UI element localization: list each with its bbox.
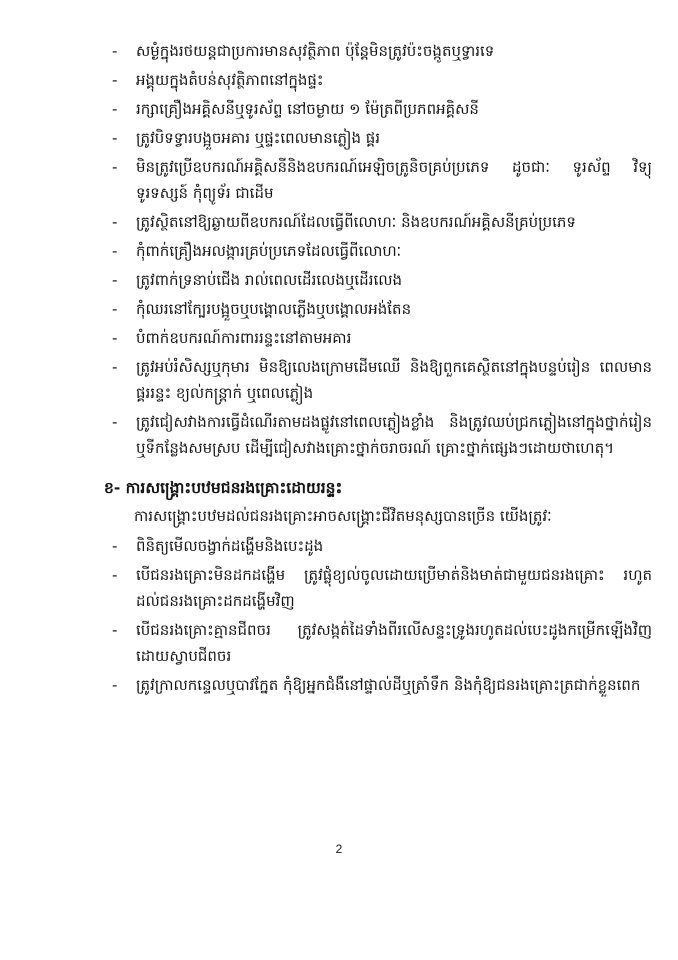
section-intro: ការសង្គ្រោះបឋមដល់ជនរងគ្រោះអាចសង្គ្រោះជីវិតមនុស្សបានច្រើន យើងត្រូវៈ <box>134 507 552 525</box>
list-item <box>112 672 652 698</box>
list-item <box>112 125 652 151</box>
list-item-text: បំពាក់ឧបករណ៍ការពាររន្ទះនៅតាមអគារ <box>136 329 352 347</box>
list-dash: - <box>112 358 118 376</box>
list-dash: - <box>112 300 118 318</box>
list-item <box>112 354 652 406</box>
list-item-text: អង្គុយក្នុងតំបន់សុវត្ថិភាពនៅក្នុងផ្ទះ <box>136 71 324 89</box>
list-item <box>112 325 652 351</box>
list-dash: - <box>112 242 118 260</box>
list-dash: - <box>112 621 118 639</box>
list-item <box>112 562 652 614</box>
list-item <box>112 533 652 559</box>
list-item-text: ត្រូវក្រាលកន្ទេលឬបាវក្នែត កុំឱ្យអ្នកជំងឺនៅផ្ទាល់ដីឬត្រាំទឹក និងកុំឱ្យជនរងគ្រោះត្រជាក់ខ្លួនពេក <box>136 676 641 694</box>
list-dash: - <box>112 42 118 60</box>
list-dash: - <box>112 537 118 555</box>
list-item-text: ត្រូវអប់រំសិស្សឬកុមារ មិនឱ្យលេងក្រោមដើមឈើ និងឱ្យពួកគេស្ថិតនៅក្នុងបន្ទប់រៀន ពេលមានផ្គររន្ទះ ខ្យល់កន្ត្រាក់ ឬពេលភ្លៀង <box>136 358 652 402</box>
list-dash: - <box>112 676 118 694</box>
list-dash: - <box>112 129 118 147</box>
list-item-text: ត្រូវបិទទ្វារបង្អួចអគារ ឬផ្ទះពេលមានភ្លៀង ផ្គរ <box>136 129 381 147</box>
list-dash: - <box>112 71 118 89</box>
list-item <box>112 617 652 669</box>
list-item-text: ពិនិត្យមើលចង្វាក់ដង្ហើមនិងបេះដូង <box>136 537 324 555</box>
list-item-text: ត្រូវជៀសវាងការធ្វើដំណើរតាមដងផ្លូវនៅពេលភ្លៀងខ្លាំង និងត្រូវឈប់ជ្រកភ្លៀងនៅក្នុងថ្នាក់រៀន ឬទីកន្លែងសមស្រប ដើម្បីជៀសវាងគ្រោះថ្នាក់ចរាចរណ៍ គ្រោះថ្នាក់ផ្សេងៗដោយថាហេតុ។ <box>136 413 652 457</box>
list-item <box>112 96 652 122</box>
list-item-text: កុំឈរនៅក្បែរបង្អួចឬបង្គោលភ្លើងឬបង្គោលអង់តែន <box>136 300 412 318</box>
list-item-text: កុំពាក់គ្រឿងអលង្ការគ្រប់ប្រភេទដែលធ្វើពីលោហៈ <box>136 242 402 260</box>
safety-measures-list <box>112 38 652 461</box>
list-item <box>112 296 652 322</box>
list-item-text: បើជនរងគ្រោះមិនដកដង្ហើម ត្រូវផ្លុំខ្យល់ចូលដោយប្រើមាត់និងមាត់ជាមួយជនរងគ្រោះ រហូតដល់ជនរងគ្រោះដកដង្ហើមវិញ <box>136 566 652 610</box>
list-item-text: មិនត្រូវប្រើឧបករណ៍អគ្គិសនីនិងឧបករណ៍អេឡិចត្រូនិចគ្រប់ប្រភេទ ដូចជាៈ ទូរស័ព្ទ វិទ្យុ ទូរទស្សន៍ កុំព្យូទ័រ ជាដើម <box>136 158 652 202</box>
list-dash: - <box>112 413 118 431</box>
list-dash: - <box>112 329 118 347</box>
list-item <box>112 209 652 235</box>
list-item <box>112 267 652 293</box>
list-item <box>112 67 652 93</box>
first-aid-list <box>112 533 652 698</box>
list-item <box>112 238 652 264</box>
list-item-text: រក្សាគ្រឿងអគ្គិសនីឬទូរស័ព្ទ នៅចម្ងាយ ១ ម៉ែត្រពីប្រភពអគ្គិសនី <box>136 100 479 118</box>
list-dash: - <box>112 271 118 289</box>
first-aid-section <box>104 475 652 698</box>
list-item-text: ត្រូវពាក់ទ្រនាប់ជើង រាល់ពេលដើរលេងឬដើរលេង <box>136 271 403 289</box>
list-dash: - <box>112 566 118 584</box>
list-item <box>112 154 652 206</box>
list-dash: - <box>112 213 118 231</box>
list-dash: - <box>112 158 118 176</box>
page-content <box>104 38 652 701</box>
page-number: 2 <box>335 842 343 856</box>
list-item <box>112 38 652 64</box>
list-item-text: ត្រូវស្ថិតនៅឱ្យឆ្ងាយពីឧបករណ៍ដែលធ្វើពីលោហៈ និងឧបករណ៍អគ្គិសនីគ្រប់ប្រភេទ <box>136 213 576 231</box>
list-dash: - <box>112 100 118 118</box>
list-item-text: បើជនរងគ្រោះគ្មានជីពចរ ត្រូវសង្កត់ដៃទាំងពីរលើសន្ទះទ្រូងរហូតដល់បេះដូងកម្រើកឡើងវិញ ដោយស្វាបជីពចរ <box>136 621 652 665</box>
list-item <box>112 409 652 461</box>
list-item-text: សម្ងំក្នុងរថយន្តជាប្រការមានសុវត្ថិភាព ប៉ុន្តែមិនត្រូវប៉ះចង្កូតឬទ្វារទេ <box>136 42 495 60</box>
section-heading: ខ- ការសង្គ្រោះបឋមជនរងគ្រោះដោយរន្ទះ <box>104 479 343 497</box>
